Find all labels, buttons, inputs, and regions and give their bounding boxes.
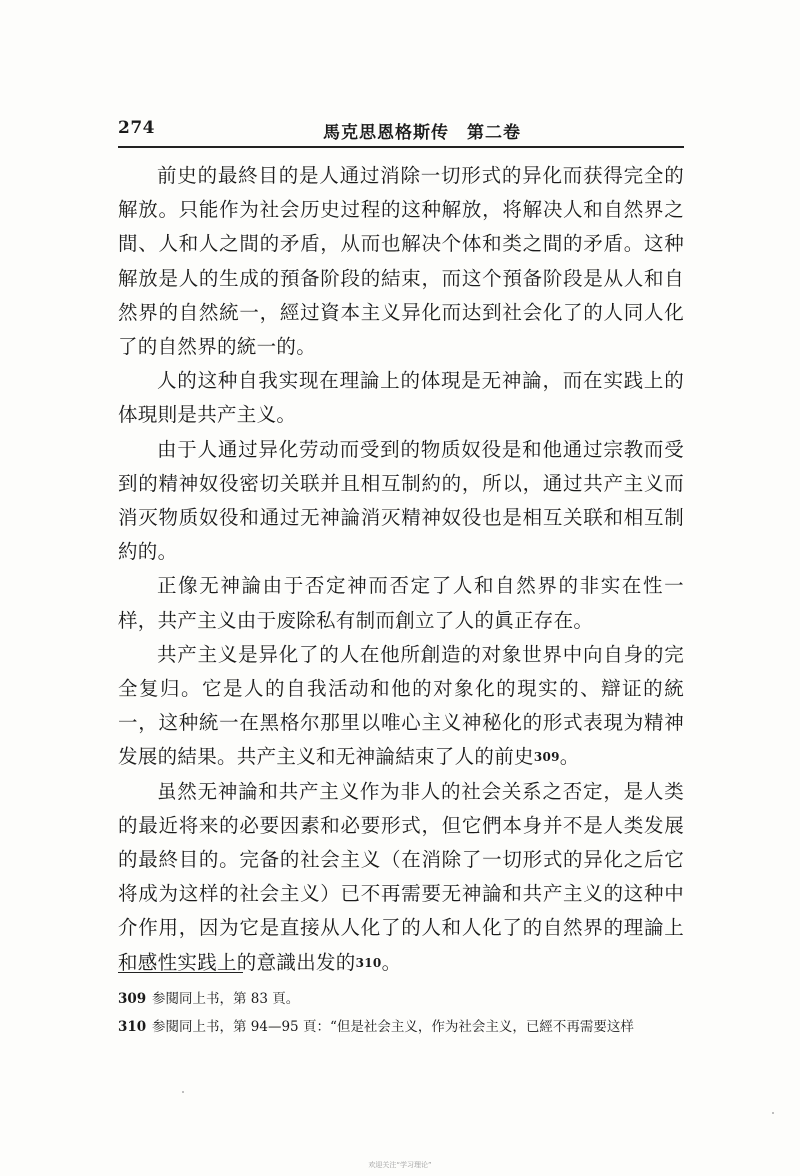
footnote-ref-309[interactable]: 309 — [533, 750, 560, 765]
paragraph — [118, 364, 684, 432]
paragraph — [118, 638, 684, 775]
paragraph-text: 共产主义是异化了的人在他所創造的对象世界中向自身的完全复归。它是人的自我活动和他的对象化的現实的、辯证的統一，这种統一在黑格尔那里以唯心主义神秘化的形式表現为精神发展的結果。共产主义和无神論結束了人的前史 — [118, 642, 684, 769]
footnote-text: 参閱同上书，第 83 頁。 — [152, 991, 300, 1007]
footnote-309 — [118, 985, 684, 1013]
body-text — [118, 159, 684, 980]
paragraph — [118, 775, 684, 980]
header-rule — [118, 146, 684, 148]
paragraph-text: 人的这种自我实现在理論上的体現是无神論，而在实践上的体現則是共产主义。 — [118, 369, 684, 427]
paragraph-text-end: 。 — [559, 745, 580, 769]
paragraph-text-end: 。 — [381, 950, 402, 974]
footnote-310 — [118, 1013, 684, 1041]
paragraph-text: 前史的最終目的是人通过消除一切形式的异化而获得完全的解放。只能作为社会历史过程的这种解放，将解决人和自然界之間、人和人之間的矛盾，从而也解决个体和类之間的矛盾。这种解放是人的生成的預备阶段的結束，而这个預备阶段是从人和自然界的自然統一，經过資本主义异化而达到社会化了的人同人化了的自然界的統一的。 — [118, 164, 684, 359]
scan-speck — [772, 1112, 774, 1114]
paragraph-text: 由于人通过异化劳动而受到的物质奴役是和他通过宗教而受到的精神奴役密切关联并且相互制約的，所以，通过共产主义而消灭物质奴役和通过无神論消灭精神奴役也是相互关联和相互制約的。 — [118, 437, 684, 564]
page-header — [118, 118, 684, 144]
running-title: 馬克思恩格斯传 第二卷 — [323, 123, 521, 143]
footnote-ref-310[interactable]: 310 — [355, 955, 382, 970]
paragraph-text: 虽然无神論和共产主义作为非人的社会关系之否定，是人类的最近将来的必要因素和必要形式，但它們本身并不是人类发展的最終目的。完备的社会主义（在消除了一切形式的异化之后它将成为这样的社会主义）已不再需要无神論和共产主义的这种中介作用，因为它是直接从人化了的人和人化了的自然界的理論上和感性实践上的意識出发的 — [118, 779, 684, 974]
paragraph — [118, 569, 684, 637]
paragraph — [118, 159, 684, 364]
footnotes — [118, 985, 684, 1041]
paragraph-text: 正像无神論由于否定神而否定了人和自然界的非实在性一样，共产主义由于废除私有制而創立了人的眞正存在。 — [118, 574, 684, 632]
footnote-text: 参閱同上书，第 94—95 頁：“但是社会主义，作为社会主义，已經不再需要这样 — [152, 1019, 634, 1035]
watermark: 欢迎关注“学习理论” — [368, 1161, 432, 1169]
paragraph — [118, 433, 684, 570]
scan-speck — [182, 1091, 184, 1093]
footnote-number: 309 — [118, 991, 147, 1007]
page-number: 274 — [118, 118, 155, 138]
footnote-number: 310 — [118, 1019, 147, 1035]
footnote-rule — [118, 972, 243, 973]
